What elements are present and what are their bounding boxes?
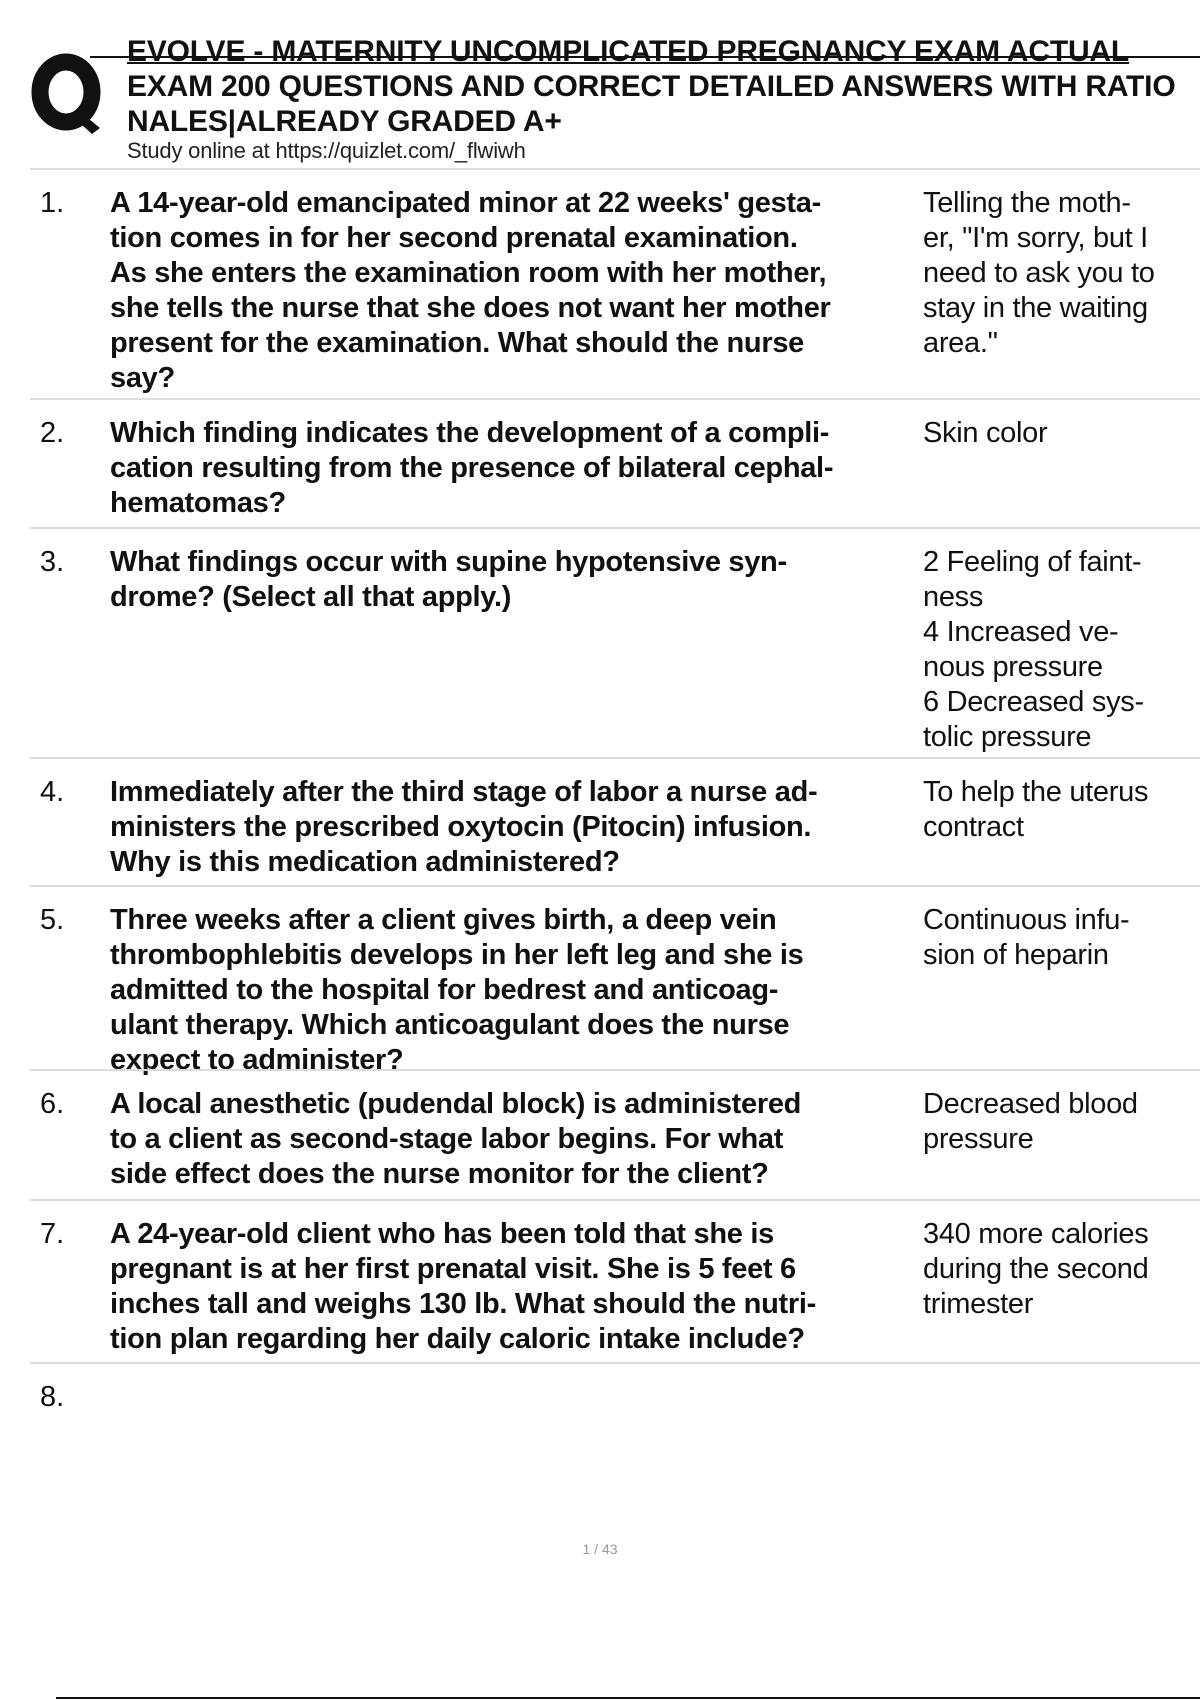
answer-line: Decreased blood — [923, 1088, 1138, 1120]
answer-line: area." — [923, 327, 998, 359]
question-number: 6. — [40, 1088, 65, 1120]
question-number: 4. — [40, 776, 65, 808]
answer-line: ness — [923, 581, 984, 613]
question-line: hematomas? — [110, 487, 286, 519]
document-header — [30, 28, 1200, 168]
question-line: Which finding indicates the development of a compli- — [110, 417, 830, 449]
answer-line: trimester — [923, 1288, 1034, 1320]
page-indicator: 1 / 43 — [582, 1541, 618, 1557]
question-row — [30, 1069, 1200, 1199]
question-text — [110, 1087, 940, 1192]
question-line: pregnant is at her first prenatal visit. She is 5 feet 6 — [110, 1253, 796, 1285]
question-line: As she enters the examination room with her mother, — [110, 257, 827, 289]
quizlet-q-logo-icon — [30, 50, 108, 138]
answer-text — [923, 1087, 1200, 1157]
question-line: she tells the nurse that she does not want her mother — [110, 292, 831, 324]
question-line: expect to administer? — [110, 1044, 404, 1076]
question-number: 8. — [40, 1381, 65, 1413]
question-text — [110, 1217, 940, 1357]
question-line: A local anesthetic (pudendal block) is administered — [110, 1088, 802, 1120]
question-answer-list — [30, 168, 1200, 1444]
question-line: Immediately after the third stage of labor a nurse ad- — [110, 776, 818, 808]
answer-line: need to ask you to — [923, 257, 1155, 289]
question-line: drome? (Select all that apply.) — [110, 581, 512, 613]
question-line: cation resulting from the presence of bilateral cephal- — [110, 452, 834, 484]
title-line-2: EXAM 200 QUESTIONS AND CORRECT DETAILED ANSWERS WITH RATIO — [127, 70, 1176, 103]
answer-line: stay in the waiting — [923, 292, 1148, 324]
question-row — [30, 168, 1200, 398]
answer-text — [923, 186, 1200, 361]
question-number: 7. — [40, 1218, 65, 1250]
question-line: present for the examination. What should the nurse — [110, 327, 804, 359]
answer-line: tolic pressure — [923, 721, 1092, 753]
question-row — [30, 527, 1200, 757]
answer-text — [923, 545, 1200, 755]
answer-line: 4 Increased ve- — [923, 616, 1119, 648]
question-line: What findings occur with supine hypotensive syn- — [110, 546, 787, 578]
question-text — [110, 416, 940, 521]
answer-text — [923, 775, 1200, 845]
question-number: 2. — [40, 417, 65, 449]
question-line: side effect does the nurse monitor for the client? — [110, 1158, 769, 1190]
question-row — [30, 1362, 1200, 1444]
question-text — [110, 186, 940, 396]
question-line: tion comes in for her second prenatal examination. — [110, 222, 798, 254]
question-line: inches tall and weighs 130 lb. What should the nutri- — [110, 1288, 816, 1320]
answer-line: nous pressure — [923, 651, 1103, 683]
bottom-rule — [56, 1697, 1200, 1699]
question-line: admitted to the hospital for bedrest and anticoag- — [110, 974, 779, 1006]
question-text — [110, 903, 940, 1078]
question-text — [110, 545, 940, 615]
answer-line: 6 Decreased sys- — [923, 686, 1144, 718]
question-number: 3. — [40, 546, 65, 578]
answer-line: pressure — [923, 1123, 1034, 1155]
question-line: A 14-year-old emancipated minor at 22 weeks' gesta- — [110, 187, 821, 219]
question-line: Three weeks after a client gives birth, a deep vein — [110, 904, 777, 936]
question-number: 1. — [40, 187, 65, 219]
question-row — [30, 757, 1200, 885]
question-line: thrombophlebitis develops in her left leg and she is — [110, 939, 804, 971]
question-row — [30, 1199, 1200, 1362]
question-text — [110, 775, 940, 880]
question-row — [30, 885, 1200, 1076]
answer-line: 2 Feeling of faint- — [923, 546, 1142, 578]
question-line: Why is this medication administered? — [110, 846, 620, 878]
answer-text — [923, 1217, 1200, 1322]
answer-line: Telling the moth- — [923, 187, 1131, 219]
title-line-3: NALES|ALREADY GRADED A+ — [127, 105, 562, 138]
answer-line: contract — [923, 811, 1024, 843]
question-row — [30, 398, 1200, 527]
question-number: 5. — [40, 904, 65, 936]
question-line: A 24-year-old client who has been told that she is — [110, 1218, 774, 1250]
question-line: ministers the prescribed oxytocin (Pitocin) infusion. — [110, 811, 812, 843]
question-line: say? — [110, 362, 175, 394]
answer-text — [923, 416, 1200, 451]
answer-line: Skin color — [923, 417, 1048, 449]
study-online-link[interactable]: Study online at https://quizlet.com/_flwiwh — [127, 138, 526, 163]
answer-line: sion of heparin — [923, 939, 1109, 971]
answer-line: 340 more calories — [923, 1218, 1149, 1250]
question-line: tion plan regarding her daily caloric intake include? — [110, 1323, 805, 1355]
answer-line: To help the uterus — [923, 776, 1149, 808]
answer-line: Continuous infu- — [923, 904, 1130, 936]
answer-line: during the second — [923, 1253, 1149, 1285]
answer-line: er, "I'm sorry, but I — [923, 222, 1148, 254]
question-line: ulant therapy. Which anticoagulant does the nurse — [110, 1009, 790, 1041]
answer-text — [923, 903, 1200, 973]
question-line: to a client as second-stage labor begins. For what — [110, 1123, 784, 1155]
document-title — [127, 34, 1200, 139]
title-line-1: EVOLVE - MATERNITY UNCOMPLICATED PREGNANCY EXAM ACTUAL — [127, 35, 1130, 68]
